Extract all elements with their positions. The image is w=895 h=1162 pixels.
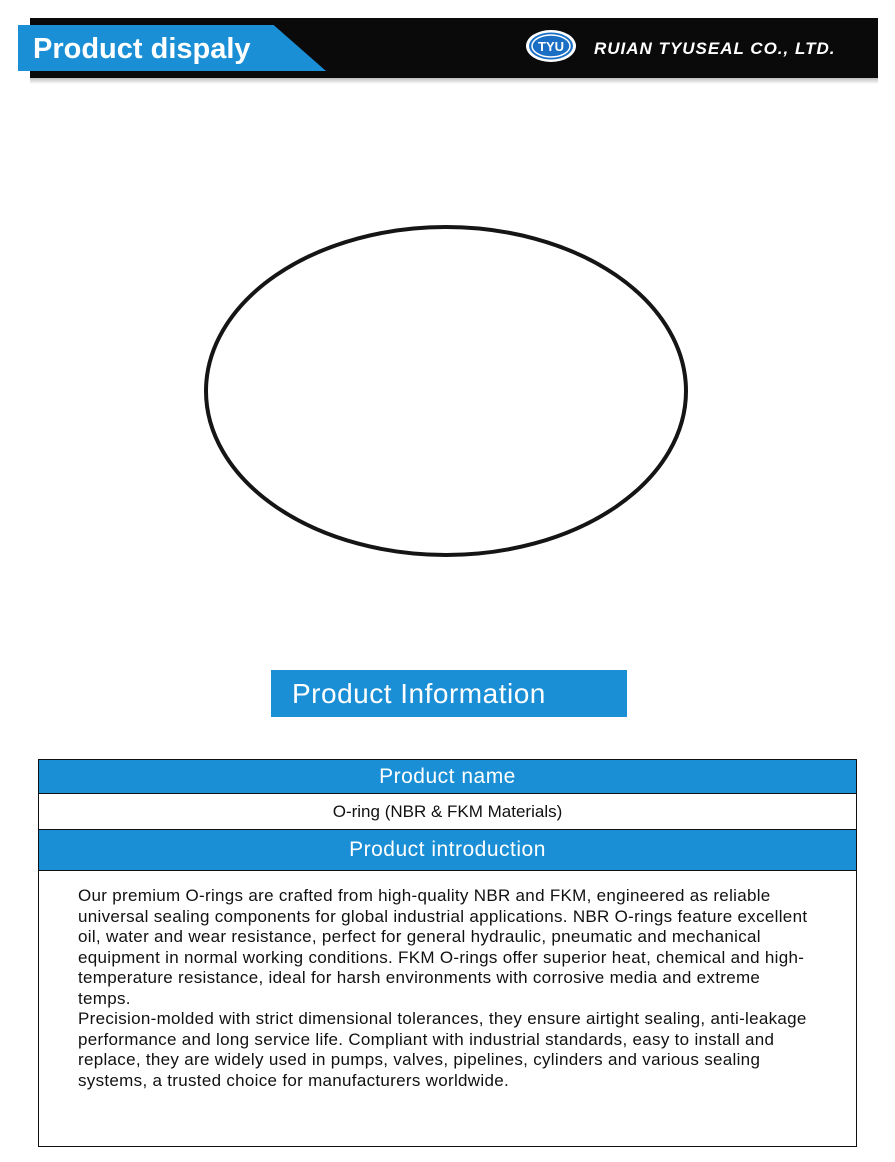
product-info-table xyxy=(38,759,857,1147)
product-intro-text xyxy=(78,886,818,1091)
header-shadow xyxy=(30,78,878,84)
section-heading: Product Information xyxy=(292,678,546,709)
product-name-value: O-ring (NBR & FKM Materials) xyxy=(39,794,856,830)
product-name-label: Product name xyxy=(39,760,856,794)
intro-paragraph: Our premium O-rings are crafted from high-quality NBR and FKM, engineered as reliable universal sealing components for global industrial applications. NBR O-rings feature excellent oil, water and wear resistance, perfect for general hydraulic, pneumatic and mechanical equipment in normal working conditions. FKM O-rings offer superior heat, chemical and high-temperature resistance, ideal for harsh environments with corrosive media and extreme temps. xyxy=(78,886,808,1008)
o-ring-image xyxy=(180,200,715,590)
page-title: Product dispaly xyxy=(33,33,251,65)
logo-text: TYU xyxy=(538,39,564,54)
company-logo-icon xyxy=(525,29,577,63)
intro-paragraph: Precision-molded with strict dimensional tolerances, they ensure airtight sealing, anti-leakage performance and long service life. Compliant with industrial standards, easy to install and replace, they are widely used in pumps, valves, pipelines, cylinders and various sealing systems, a trusted choice for manufacturers worldwide. xyxy=(78,1009,807,1090)
product-intro-label: Product introduction xyxy=(39,830,856,871)
company-name: RUIAN TYUSEAL CO., LTD. xyxy=(594,39,836,58)
